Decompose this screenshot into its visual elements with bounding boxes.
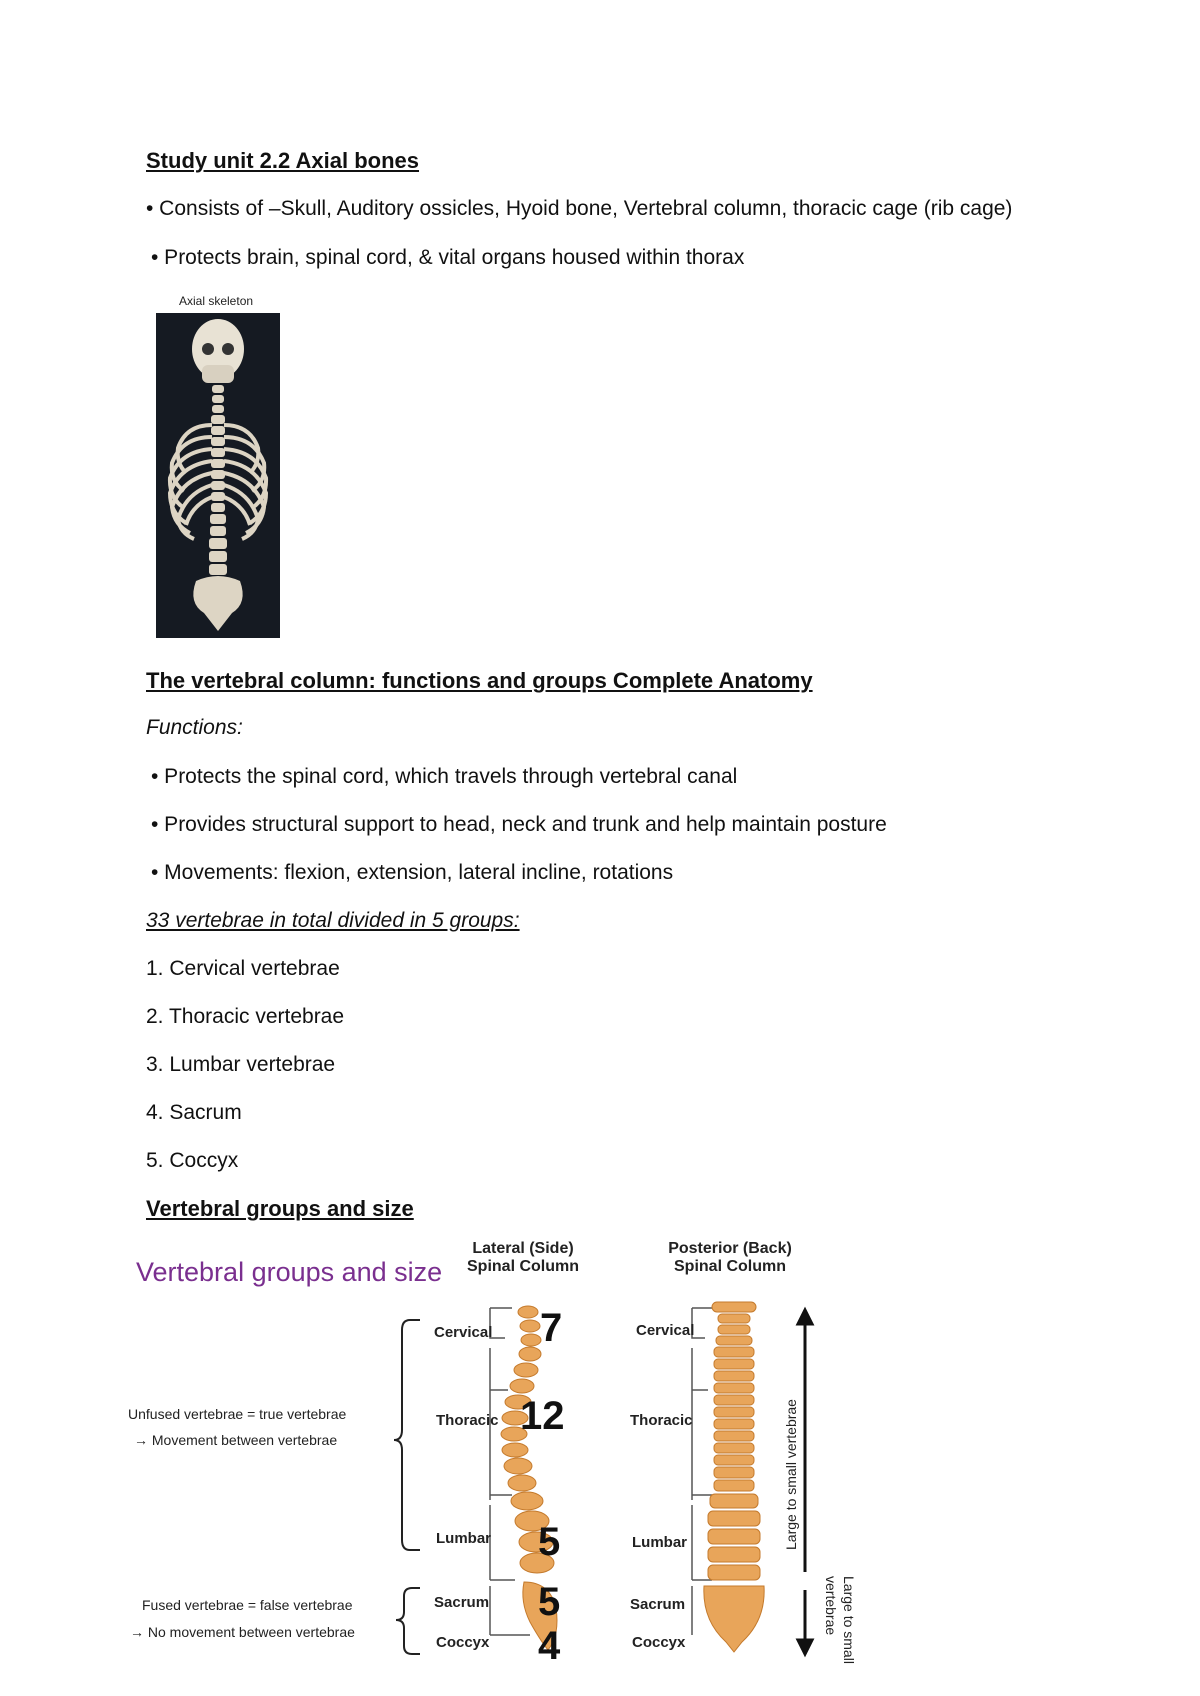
posterior-label-sacrum: Sacrum xyxy=(630,1596,686,1613)
posterior-label-coccyx: Coccyx xyxy=(632,1634,686,1651)
count-lumbar: 5 xyxy=(538,1520,561,1564)
bullet-structural-support: • Provides structural support to head, neck and trunk and help maintain posture xyxy=(151,813,887,836)
count-coccyx: 4 xyxy=(538,1624,561,1668)
unfused-bracket xyxy=(394,1320,420,1550)
arrow-up-label: Large to small vertebrae xyxy=(783,1399,799,1550)
lateral-label-lumbar: Lumbar xyxy=(436,1530,492,1547)
count-sacrum: 5 xyxy=(538,1580,561,1624)
lateral-title-line: Spinal Column xyxy=(467,1258,579,1275)
posterior-label-cervical: Cervical xyxy=(636,1322,695,1339)
group-item: 3. Lumbar vertebrae xyxy=(146,1053,336,1076)
lateral-label-cervical: Cervical xyxy=(434,1324,493,1341)
unfused-label: Unfused vertebrae = true vertebrae xyxy=(128,1406,347,1422)
arrow-down-head xyxy=(798,1640,812,1654)
group-item: 1. Cervical vertebrae xyxy=(146,957,340,980)
lateral-title-line: Lateral (Side) xyxy=(472,1240,574,1257)
posterior-title-line: Posterior (Back) xyxy=(668,1240,792,1257)
count-cervical: 7 xyxy=(540,1306,563,1350)
posterior-label-lumbar: Lumbar xyxy=(632,1534,688,1551)
bullet-protects: • Protects brain, spinal cord, & vital organs housed within thorax xyxy=(151,246,745,269)
group-item: 2. Thoracic vertebrae xyxy=(146,1005,345,1028)
lateral-label-thoracic: Thoracic xyxy=(436,1412,499,1429)
fused-bracket xyxy=(396,1588,420,1654)
bullet-consists: • Consists of –Skull, Auditory ossicles, Hyoid bone, Vertebral column, thoracic cage (rib cage) xyxy=(146,197,1013,220)
arrow-down-label-line: Large to small xyxy=(841,1576,857,1664)
posterior-column-title xyxy=(645,1240,815,1276)
vertebral-groups-heading: Vertebral groups and size xyxy=(146,1196,414,1221)
unfused-movement: → Movement between vertebrae xyxy=(134,1432,338,1448)
lateral-column-title xyxy=(448,1240,598,1276)
bullet-protects-spinal-cord: • Protects the spinal cord, which travels through vertebral canal xyxy=(151,765,738,788)
bullet-movements: • Movements: flexion, extension, lateral incline, rotations xyxy=(151,861,674,884)
figure-title: Vertebral groups and size xyxy=(136,1257,443,1287)
group-item: 5. Coccyx xyxy=(146,1149,239,1172)
axial-skeleton-image xyxy=(156,313,280,638)
arrow-up-head xyxy=(798,1310,812,1324)
posterior-label-thoracic: Thoracic xyxy=(630,1412,693,1429)
posterior-spine xyxy=(704,1302,764,1652)
arrow-down-label xyxy=(822,1576,858,1664)
fused-movement: → No movement between vertebrae xyxy=(130,1624,355,1640)
groups-intro: 33 vertebrae in total divided in 5 groups: xyxy=(146,909,520,932)
lateral-label-coccyx: Coccyx xyxy=(436,1634,490,1651)
posterior-title-line: Spinal Column xyxy=(674,1258,786,1275)
arrow-down-label-line: vertebrae xyxy=(823,1576,839,1636)
lateral-label-sacrum: Sacrum xyxy=(434,1594,490,1611)
functions-label: Functions: xyxy=(146,716,243,739)
count-thoracic: 12 xyxy=(520,1394,565,1438)
axial-skeleton-caption: Axial skeleton xyxy=(179,294,254,308)
fused-label: Fused vertebrae = false vertebrae xyxy=(142,1597,353,1613)
group-item: 4. Sacrum xyxy=(146,1101,242,1124)
vertebral-column-heading: The vertebral column: functions and groups Complete Anatomy xyxy=(146,668,813,693)
page-title: Study unit 2.2 Axial bones xyxy=(146,148,420,173)
